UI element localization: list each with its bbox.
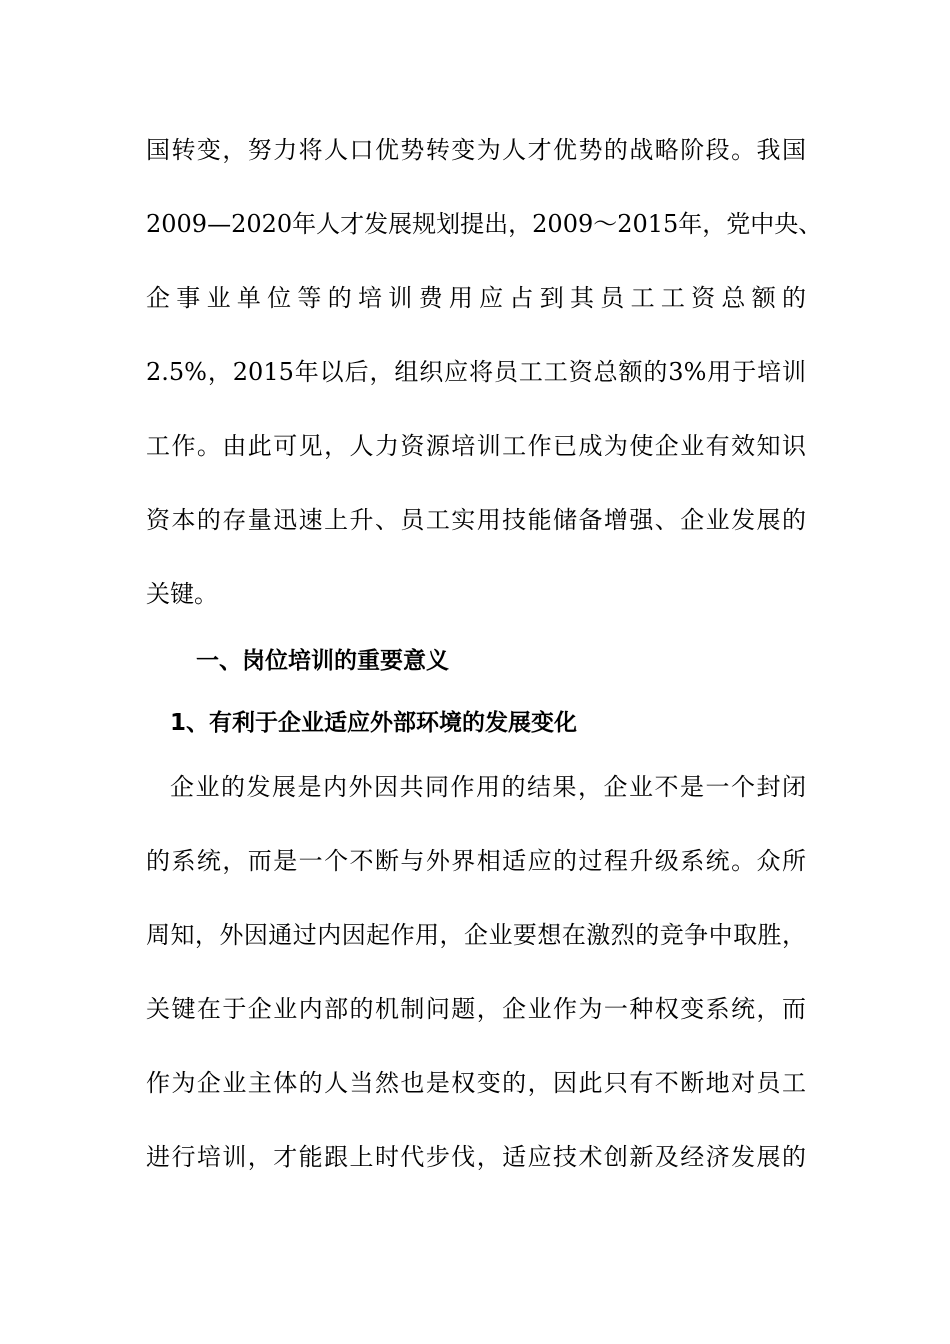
- subsection-heading: 1、有利于企业适应外部环境的发展变化: [170, 710, 578, 736]
- paragraph-line: 作为企业主体的人当然也是权变的，因此只有不断地对员工: [146, 1069, 806, 1097]
- paragraph-line: 的系统，而是一个不断与外界相适应的过程升级系统。众所: [146, 847, 806, 875]
- paragraph-line: 企业的发展是内外因共同作用的结果，企业不是一个封闭: [170, 773, 806, 801]
- body-text-line: 资本的存量迅速上升、员工实用技能储备增强、企业发展的: [146, 506, 806, 534]
- body-text-line: 工作。由此可见，人力资源培训工作已成为使企业有效知识: [146, 432, 806, 460]
- body-text-line: 企事业单位等的培训费用应占到其员工工资总额的: [146, 284, 806, 312]
- body-text-line: 国转变，努力将人口优势转变为人才优势的战略阶段。我国: [146, 136, 806, 164]
- paragraph-line: 进行培训，才能跟上时代步伐，适应技术创新及经济发展的: [146, 1143, 806, 1171]
- section-heading: 一、岗位培训的重要意义: [196, 648, 449, 674]
- body-text-line: 关键。: [146, 580, 218, 608]
- body-text-line: 2.5%，2015年以后，组织应将员工工资总额的3%用于培训: [146, 358, 806, 386]
- paragraph-line: 关键在于企业内部的机制问题，企业作为一种权变系统，而: [146, 995, 806, 1023]
- body-text-line: 2009—2020年人才发展规划提出，2009～2015年，党中央、: [146, 210, 823, 238]
- paragraph-line: 周知，外因通过内因起作用，企业要想在激烈的竞争中取胜，: [146, 921, 806, 949]
